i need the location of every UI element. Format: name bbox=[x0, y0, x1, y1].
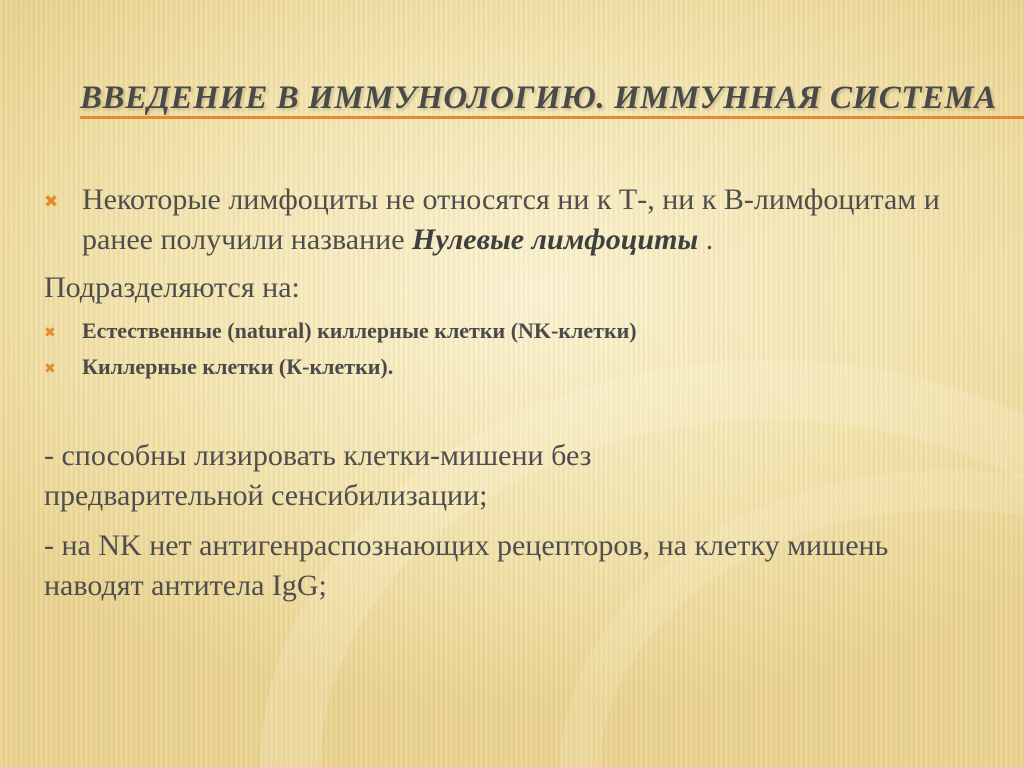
list-item-text: Естественные (natural) киллерные клетки (NK-клетки) bbox=[82, 318, 637, 343]
x-bullet-icon: ✖ bbox=[44, 192, 59, 212]
paragraph-igg: - на NK нет антигенраспознающих рецепторов, на клетку мишень наводят антитела IgG; bbox=[44, 529, 889, 602]
paragraph-text: Некоторые лимфоциты не относятся ни к Т-, ни к В-лимфоцитам и ранее получили название bbox=[82, 183, 940, 256]
list-item bbox=[44, 352, 984, 382]
emphasis-term: Нулевые лимфоциты bbox=[412, 223, 699, 256]
title-underline bbox=[80, 116, 1024, 119]
x-bullet-icon: ✖ bbox=[44, 325, 56, 341]
paragraph-end: . bbox=[698, 223, 714, 256]
slide-content bbox=[44, 180, 984, 606]
paragraph-null-lymphocytes bbox=[44, 180, 984, 260]
list-item-text: Киллерные клетки (К-клетки). bbox=[82, 354, 394, 379]
list-item bbox=[44, 316, 984, 346]
paragraph-subdivided: Подразделяются на: bbox=[44, 271, 300, 304]
x-bullet-icon: ✖ bbox=[44, 361, 56, 377]
paragraph-lysis: - способны лизировать клетки-мишени без предварительной сенсибилизации; bbox=[44, 439, 592, 512]
slide-title: ВВЕДЕНИЕ В ИММУНОЛОГИЮ. ИММУННАЯ СИСТЕМА bbox=[80, 80, 997, 116]
